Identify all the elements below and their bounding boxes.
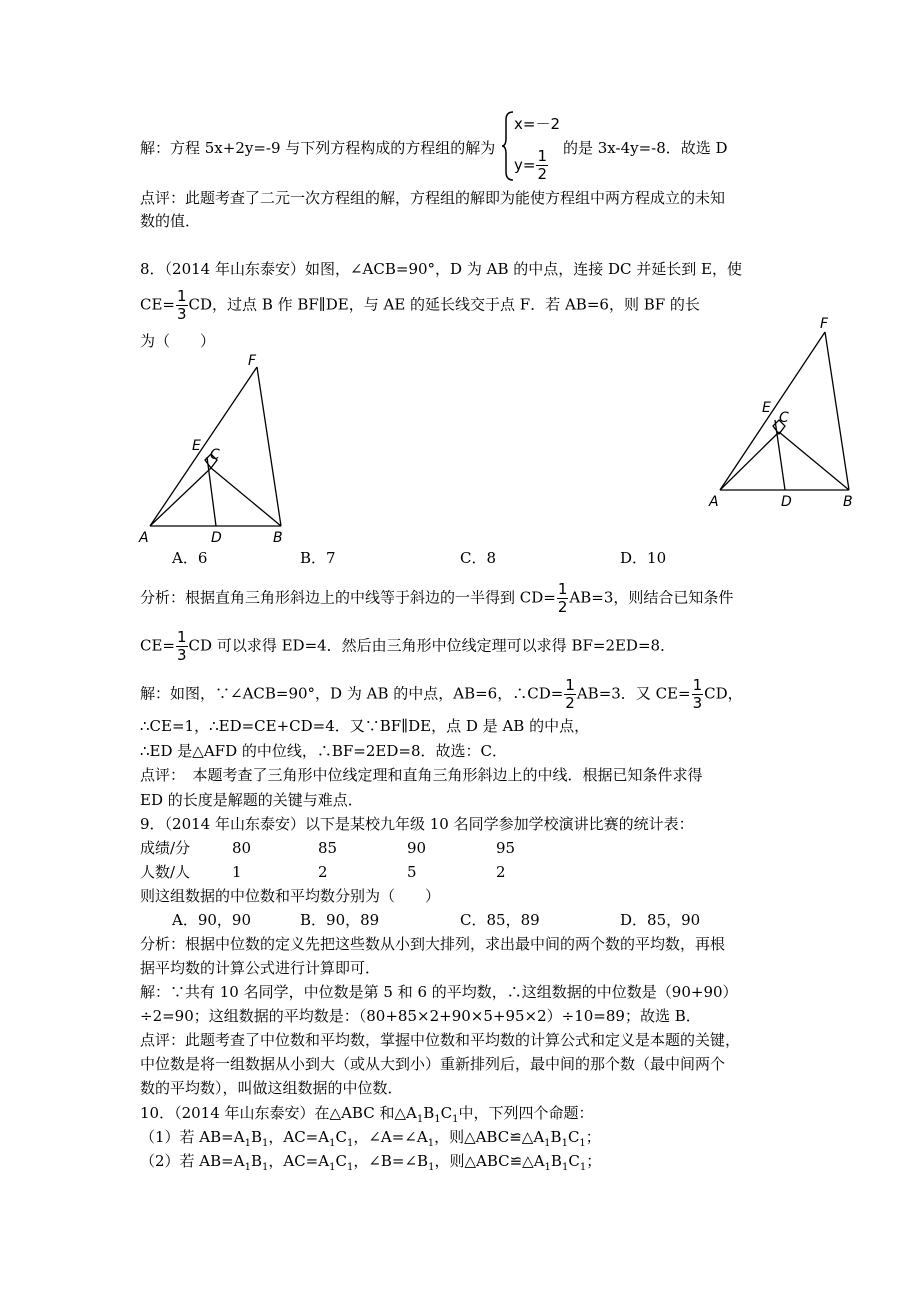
q9-analysis-2: 据平均数的计算公式进行计算即可．: [140, 959, 381, 977]
q8-solution-1: [140, 677, 743, 712]
analysis-frac-2-den: 3: [177, 646, 187, 664]
label-E: E: [192, 438, 201, 454]
solution-frac-2: [692, 677, 704, 712]
label-A-right: A: [709, 494, 719, 510]
q9-line1: 9．（2014 年山东泰安）以下是某校九年级 10 名同学参加学校演讲比赛的统计表：: [140, 815, 694, 833]
q9-line4: 则这组数据的中位数和平均数分别为（ ）: [140, 887, 441, 905]
analysis-frac-2: [176, 629, 188, 664]
solution-frac-1-den: 2: [565, 694, 575, 712]
y-eq-left: y=: [514, 156, 536, 174]
q10-prop1: （1）若 $AB=A_1B_1$，$AC=A_1C_1$，$\angle A=\angle A_1$，则$\triangle ABC≌\triangle A_1B_1C_1$；: [140, 1128, 601, 1149]
q8-comment-1: 点评： 本题考查了三角形中位线定理和直角三角形斜边上的中线．根据已知条件求得: [140, 766, 703, 784]
q10-prop1-mid3: ，则△ABC≌△A: [434, 1128, 545, 1146]
q9-row2-c4: 2: [496, 863, 506, 881]
label-C: C: [210, 447, 220, 463]
q9-option-a: A．90，90: [172, 911, 252, 929]
q9-row1-c1: 80: [232, 839, 252, 857]
y-num: 1: [537, 147, 547, 165]
analysis-frac-1-den: 2: [557, 598, 568, 616]
label-B-right: B: [843, 494, 853, 510]
q10-line1: 10．（2014 年山东泰安）在△ABC 和$\triangle A_1B_1C_1$中，下列四个命题：: [140, 1104, 594, 1125]
q9-analysis-1: 分析：根据中位数的定义先把这些数从小到大排列，求出最中间的两个数的平均数，再根: [140, 935, 726, 953]
q9-row2-c2: 2: [318, 863, 328, 881]
q8-option-b: B．7: [300, 549, 336, 567]
q10-prop2-mid2: ，∠B=∠B: [353, 1152, 429, 1170]
label-D-right: D: [781, 494, 792, 510]
label-E-right: E: [762, 400, 771, 416]
q10-prop2-mid1: ，AC=A: [268, 1152, 330, 1170]
q8-line2-rest: CD，过点 B 作 BF∥DE，与 AE 的延长线交于点 F．若 AB=6，则 BF 的长: [188, 295, 700, 314]
p1-line: [140, 138, 495, 158]
analysis-2-pre: CE=: [140, 636, 175, 655]
label-F-right: F: [820, 316, 829, 332]
p1-suffix: 的是 3x-4y=-8．故选 D: [563, 139, 728, 157]
q8-frac-den: 3: [177, 305, 187, 323]
q10-prop1-pre: （1）若 AB=A: [140, 1128, 245, 1146]
q8-analysis-2: [140, 629, 675, 664]
label-F: F: [248, 353, 257, 369]
label-D: D: [211, 530, 222, 545]
q8-option-d: D．10: [620, 549, 667, 567]
q10-prop1-mid2: ，∠A=∠A: [353, 1128, 428, 1146]
q9-solution-2: ÷2=90；这组数据的平均数是：（80+85×2+90×5+95×2）÷10=89；故选 B．: [140, 1007, 701, 1025]
system-x-eq: x=－2: [514, 115, 560, 133]
q10-line1-pre: 10．（2014 年山东泰安）在△ABC 和△A: [140, 1104, 417, 1122]
q9-row2-head: 人数/人: [140, 863, 191, 881]
q9-option-c: C．85，89: [460, 911, 540, 929]
solution-frac-2-den: 3: [692, 694, 703, 712]
p1-comment-2: 数的值．: [140, 212, 201, 230]
q8-option-a: A．6: [172, 549, 208, 567]
q8-fraction: [176, 288, 188, 323]
q9-row1-head: 成绩/分: [140, 839, 191, 857]
q9-comment-2: 中位数是将一组数据从小到大（或从大到小）重新排列后，最中间的那个数（最中间两个: [140, 1055, 726, 1073]
q8-ce: CE=: [140, 295, 175, 314]
solution-1-mid: AB=3．又 CE=: [576, 684, 691, 703]
q9-row1-c3: 90: [407, 839, 427, 857]
solution-frac-1-num: 1: [565, 676, 575, 694]
q9-option-b: B．90，89: [300, 911, 380, 929]
q10-prop2-pre: （2）若 AB=A: [140, 1152, 245, 1170]
analysis-frac-1-num: 1: [557, 580, 568, 598]
q10-prop1-mid1: ，AC=A: [268, 1128, 330, 1146]
q9-comment-3: 数的平均数），叫做这组数据的中位数．: [140, 1079, 403, 1097]
q9-comment-1: 点评：此题考查了中位数和平均数，掌握中位数和平均数的计算公式和定义是本题的关键，: [140, 1031, 741, 1049]
q8-solution-2: ∴CE=1，∴ED=CE+CD=4．又∵BF∥DE，点 D 是 AB 的中点，: [140, 717, 590, 735]
system-brace: [501, 110, 515, 182]
triangle-figure-left: [135, 350, 295, 545]
analysis-1-post: AB=3，则结合已知条件: [569, 588, 734, 607]
q8-line3: 为（ ）: [140, 332, 216, 350]
solution-1-post: CD，: [704, 684, 743, 703]
q8-comment-2: ED 的长度是解题的关键与难点．: [140, 791, 363, 809]
q10-prop2-mid3: ，则△ABC≌△A: [434, 1152, 545, 1170]
analysis-frac-1: [557, 581, 569, 616]
q8-frac-num: 1: [177, 287, 187, 305]
solution-frac-1: [564, 677, 576, 712]
y-den: 2: [537, 165, 547, 183]
system-y-eq: [514, 148, 549, 183]
p1-prefix: 解：方程 5x+2y=-9 与下列方程构成的方程组的解为: [140, 139, 496, 157]
q8-solution-3: ∴ED 是△AFD 的中位线，∴BF=2ED=8．故选：C．: [140, 742, 507, 760]
solution-frac-2-num: 1: [692, 676, 703, 694]
q8-option-c: C．8: [460, 549, 497, 567]
q10-line1-post: 中，下列四个命题：: [458, 1104, 594, 1122]
analysis-frac-2-num: 1: [177, 628, 187, 646]
analysis-2-post: CD 可以求得 ED=4．然后由三角形中位线定理可以求得 BF=2ED=8．: [188, 636, 676, 655]
analysis-1-pre: 分析：根据直角三角形斜边上的中线等于斜边的一半得到 CD=: [140, 588, 556, 607]
y-fraction: [536, 148, 548, 183]
q8-line2: [140, 288, 700, 323]
q9-row1-c2: 85: [318, 839, 338, 857]
q9-row2-c1: 1: [232, 863, 242, 881]
triangle-figure-right: [705, 310, 865, 510]
label-B: B: [273, 530, 283, 545]
p1-comment-1: 点评：此题考查了二元一次方程组的解，方程组的解即为能使方程组中两方程成立的未知: [140, 189, 726, 207]
q9-option-d: D．85，90: [620, 911, 701, 929]
solution-1-pre: 解：如图，∵∠ACB=90°，D 为 AB 的中点，AB=6，∴CD=: [140, 684, 564, 703]
q8-line1: 8．（2014 年山东泰安）如图，∠ACB=90°，D 为 AB 的中点，连接 DC 并延长到 E，使: [140, 260, 742, 278]
label-C-right: C: [779, 410, 789, 426]
q9-row2-c3: 5: [407, 863, 417, 881]
q9-solution-1: 解：∵共有 10 名同学，中位数是第 5 和 6 的平均数，∴这组数据的中位数是（90+90）: [140, 983, 738, 1001]
q10-prop2: （2）若 $AB=A_1B_1$，$AC=A_1C_1$，$\angle B=\angle B_1$，则$\triangle ABC≌\triangle A_1B_1C_1$；: [140, 1152, 602, 1173]
q9-row1-c4: 95: [496, 839, 516, 857]
q8-analysis-1: [140, 581, 733, 616]
label-A: A: [139, 530, 149, 545]
